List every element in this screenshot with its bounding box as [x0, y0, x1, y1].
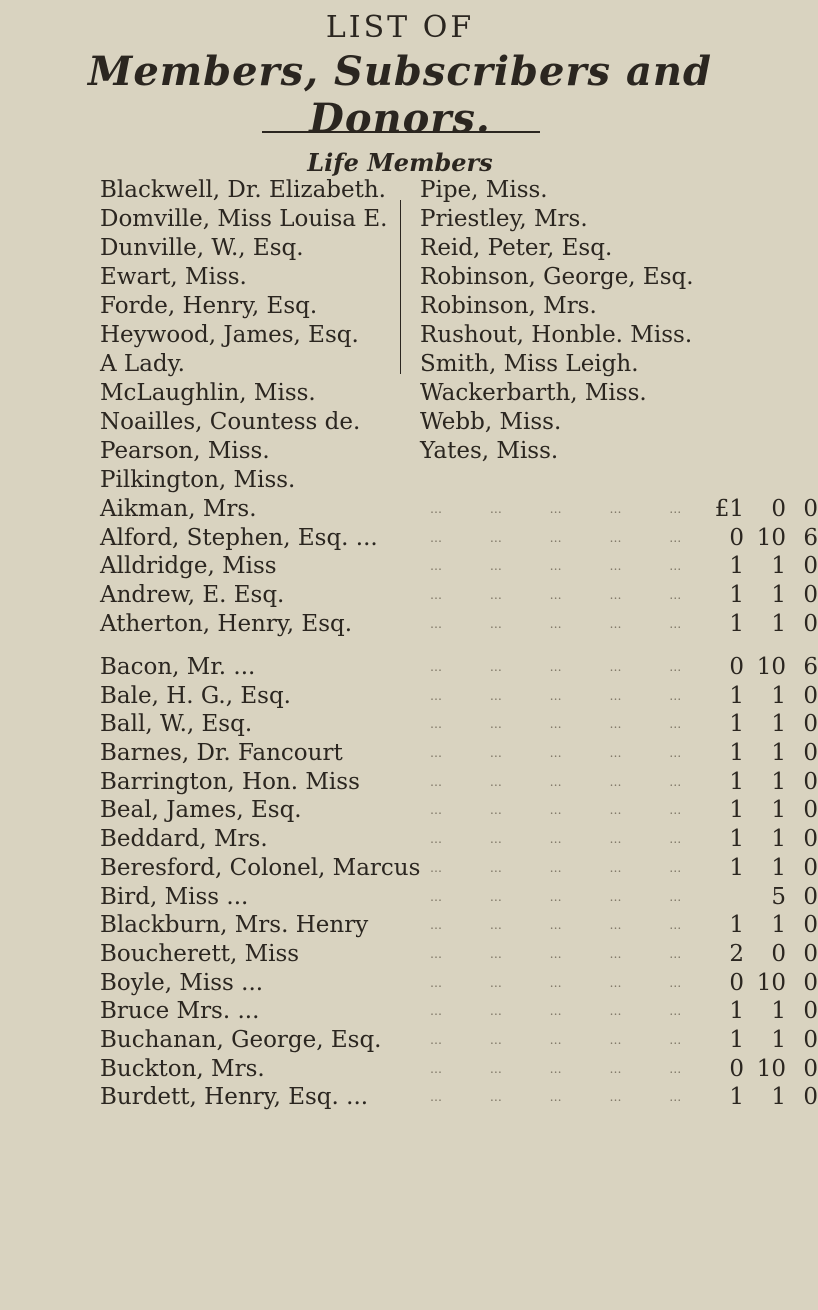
- amount-pounds: 1: [729, 854, 744, 881]
- life-member-entry: Wackerbarth, Miss.: [420, 380, 647, 406]
- amount-pounds: 0: [729, 524, 744, 551]
- subscriber-row: [100, 883, 818, 912]
- subscriber-name: Andrew, E. Esq.: [100, 582, 285, 609]
- leader-dots: … … … … …: [430, 1090, 704, 1105]
- life-member-entry: Noailles, Countess de.: [100, 409, 361, 435]
- life-member-entry: Yates, Miss.: [420, 438, 559, 464]
- life-member-entry: Robinson, George, Esq.: [420, 264, 694, 290]
- amount-pounds: 1: [729, 610, 744, 637]
- amount-shillings: 1: [771, 1084, 786, 1111]
- amount-pounds: 0: [729, 969, 744, 996]
- amount-shillings: 10: [756, 524, 786, 551]
- subscriber-name: Barnes, Dr. Fancourt: [100, 740, 343, 767]
- amount-pence: 0: [803, 854, 818, 881]
- subscriber-name: Bird, Miss ...: [100, 883, 249, 910]
- leader-dots: … … … … …: [430, 588, 704, 603]
- leader-dots: … … … … …: [430, 1004, 704, 1019]
- amount-pence: 0: [803, 610, 818, 637]
- subscriber-name: Atherton, Henry, Esq.: [100, 610, 353, 637]
- amount-pounds: 1: [729, 768, 744, 795]
- amount-pence: 0: [803, 711, 818, 738]
- leader-dots: … … … … …: [430, 803, 704, 818]
- leader-dots: … … … … …: [430, 975, 704, 990]
- life-member-entry: Heywood, James, Esq.: [100, 322, 359, 348]
- subscriber-row: [100, 653, 818, 682]
- leader-dots: … … … … …: [430, 1032, 704, 1047]
- life-member-entry: A Lady.: [100, 351, 185, 377]
- life-members-left-column: [100, 176, 387, 495]
- subscriber-row: [100, 854, 818, 883]
- leader-dots: … … … … …: [430, 502, 704, 516]
- subscriber-row: [100, 682, 818, 711]
- subscriber-name: Ball, W., Esq.: [100, 711, 253, 738]
- page-title: Members, Subscribers and Donors.: [88, 48, 712, 142]
- life-member-entry: Priestley, Mrs.: [420, 206, 588, 232]
- subscriber-row: [100, 524, 818, 553]
- amount-pence: 0: [803, 1084, 818, 1111]
- subscriber-name: Alford, Stephen, Esq. ...: [100, 524, 378, 551]
- amount-shillings: 1: [771, 912, 786, 939]
- subscriber-row: [100, 911, 818, 940]
- column-divider: [400, 200, 401, 374]
- leader-dots: … … … … …: [430, 746, 704, 761]
- amount-shillings: 10: [756, 969, 786, 996]
- life-member-entry: Pilkington, Miss.: [100, 467, 296, 493]
- life-member-entry: Dunville, W., Esq.: [100, 235, 304, 261]
- life-member-entry: Webb, Miss.: [420, 409, 562, 435]
- life-member-entry: Forde, Henry, Esq.: [100, 293, 318, 319]
- amount-pence: 6: [803, 524, 818, 551]
- amount-pounds: 1: [729, 1026, 744, 1053]
- life-members-right-column: [420, 176, 694, 466]
- subscriber-row: [100, 552, 818, 581]
- amount-shillings: 1: [771, 740, 786, 767]
- amount-pounds: 1: [729, 740, 744, 767]
- subscriber-row: [100, 710, 818, 739]
- leader-dots: … … … … …: [430, 1061, 704, 1076]
- leader-dots: … … … … …: [430, 889, 704, 904]
- life-member-entry: Ewart, Miss.: [100, 264, 247, 290]
- leader-dots: … … … … …: [430, 616, 704, 631]
- amount-shillings: 0: [771, 940, 786, 967]
- amount-pence: 0: [803, 969, 818, 996]
- amount-pence: 0: [803, 582, 818, 609]
- amount-pounds: 0: [729, 1055, 744, 1082]
- leader-dots: … … … … …: [430, 832, 704, 847]
- subscriber-name: Boyle, Miss ...: [100, 969, 264, 996]
- life-member-entry: McLaughlin, Miss.: [100, 380, 316, 406]
- amount-pounds: 1: [729, 1084, 744, 1111]
- amount-pence: 0: [803, 768, 818, 795]
- leader-dots: … … … … …: [430, 530, 704, 545]
- leader-dots: … … … … …: [430, 717, 704, 732]
- subscriber-row: [100, 997, 818, 1026]
- subscriber-name: Boucherett, Miss: [100, 940, 300, 967]
- subscriber-row: [100, 768, 818, 797]
- amount-pence: 0: [803, 740, 818, 767]
- amount-pence: 0: [803, 940, 818, 967]
- amount-shillings: 1: [771, 1026, 786, 1053]
- subscriber-row: [100, 825, 818, 854]
- amount-shillings: 1: [771, 553, 786, 580]
- subscriber-name: Beresford, Colonel, Marcus: [100, 854, 421, 881]
- subscriber-name: Aikman, Mrs.: [100, 496, 257, 522]
- amount-pounds: 1: [729, 797, 744, 824]
- amount-pence: 0: [803, 1026, 818, 1053]
- list-of-heading: LIST OF: [325, 10, 475, 45]
- life-member-entry: Smith, Miss Leigh.: [420, 351, 639, 377]
- subscriber-name: Burdett, Henry, Esq. ...: [100, 1084, 369, 1111]
- subscriber-row: [100, 1083, 818, 1112]
- subscriber-name: Bale, H. G., Esq.: [100, 682, 291, 709]
- subscriber-name: Buckton, Mrs.: [100, 1055, 265, 1082]
- amount-shillings: 10: [756, 654, 786, 680]
- life-member-entry: Blackwell, Dr. Elizabeth.: [100, 177, 386, 203]
- life-member-entry: Pipe, Miss.: [420, 177, 548, 203]
- subscriber-name: Beddard, Mrs.: [100, 826, 268, 853]
- amount-shillings: 1: [771, 768, 786, 795]
- life-member-entry: Robinson, Mrs.: [420, 293, 597, 319]
- life-member-entry: Rushout, Honble. Miss.: [420, 322, 693, 348]
- amount-pence: 6: [803, 654, 818, 680]
- subscriber-row: [100, 796, 818, 825]
- subscriber-name: Beal, James, Esq.: [100, 797, 302, 824]
- leader-dots: … … … … …: [430, 688, 704, 703]
- amount-pence: 0: [803, 797, 818, 824]
- amount-shillings: 1: [771, 610, 786, 637]
- subscriber-row: [100, 581, 818, 610]
- leader-dots: … … … … …: [430, 559, 704, 574]
- leader-dots: … … … … …: [430, 660, 704, 674]
- amount-pence: 0: [803, 998, 818, 1025]
- amount-shillings: 1: [771, 826, 786, 853]
- subscriber-row: [100, 610, 818, 639]
- amount-pounds: 2: [729, 940, 744, 967]
- life-member-entry: Domville, Miss Louisa E.: [100, 206, 388, 232]
- leader-dots: … … … … …: [430, 946, 704, 961]
- amount-pounds: 1: [729, 582, 744, 609]
- subscriber-name: Alldridge, Miss: [100, 553, 277, 580]
- amount-pence: 0: [803, 883, 818, 910]
- amount-shillings: 1: [771, 682, 786, 709]
- subscriber-row: [100, 739, 818, 768]
- subscriber-name: Buchanan, George, Esq.: [100, 1026, 382, 1053]
- subscriber-row: [100, 940, 818, 969]
- amount-pence: 0: [803, 912, 818, 939]
- amount-pence: 0: [803, 682, 818, 709]
- amount-shillings: 1: [771, 711, 786, 738]
- amount-shillings: 1: [771, 797, 786, 824]
- amount-shillings: 1: [771, 582, 786, 609]
- title-rule: [262, 131, 540, 133]
- leader-dots: … … … … …: [430, 774, 704, 789]
- amount-pounds: £1: [714, 496, 744, 522]
- amount-pounds: 1: [729, 998, 744, 1025]
- leader-dots: … … … … …: [430, 918, 704, 933]
- amount-pounds: 1: [729, 553, 744, 580]
- amount-pounds: 1: [729, 912, 744, 939]
- subscriber-name: Blackburn, Mrs. Henry: [100, 912, 369, 939]
- amount-shillings: 0: [771, 496, 786, 522]
- amount-pounds: 0: [729, 654, 744, 680]
- subscriber-name: Barrington, Hon. Miss: [100, 768, 360, 795]
- leader-dots: … … … … …: [430, 860, 704, 875]
- subscribers-a-group: [100, 495, 818, 638]
- subscriber-name: Bruce Mrs. ...: [100, 998, 260, 1025]
- life-members-heading: Life Members: [307, 148, 493, 177]
- subscriber-row: [100, 495, 818, 524]
- amount-shillings: 1: [771, 854, 786, 881]
- amount-shillings: 1: [771, 998, 786, 1025]
- amount-pounds: 1: [729, 682, 744, 709]
- subscriber-row: [100, 969, 818, 998]
- amount-shillings: 5: [771, 883, 786, 910]
- amount-pence: 0: [803, 496, 818, 522]
- amount-pounds: 1: [729, 711, 744, 738]
- subscriber-name: Bacon, Mr. ...: [100, 654, 256, 680]
- amount-pounds: 1: [729, 826, 744, 853]
- life-member-entry: Pearson, Miss.: [100, 438, 270, 464]
- subscriber-row: [100, 1055, 818, 1084]
- amount-pence: 0: [803, 826, 818, 853]
- life-member-entry: Reid, Peter, Esq.: [420, 235, 613, 261]
- amount-pence: 0: [803, 1055, 818, 1082]
- subscriber-row: [100, 1026, 818, 1055]
- subscribers-b-group: [100, 653, 818, 1112]
- amount-shillings: 10: [756, 1055, 786, 1082]
- amount-pence: 0: [803, 553, 818, 580]
